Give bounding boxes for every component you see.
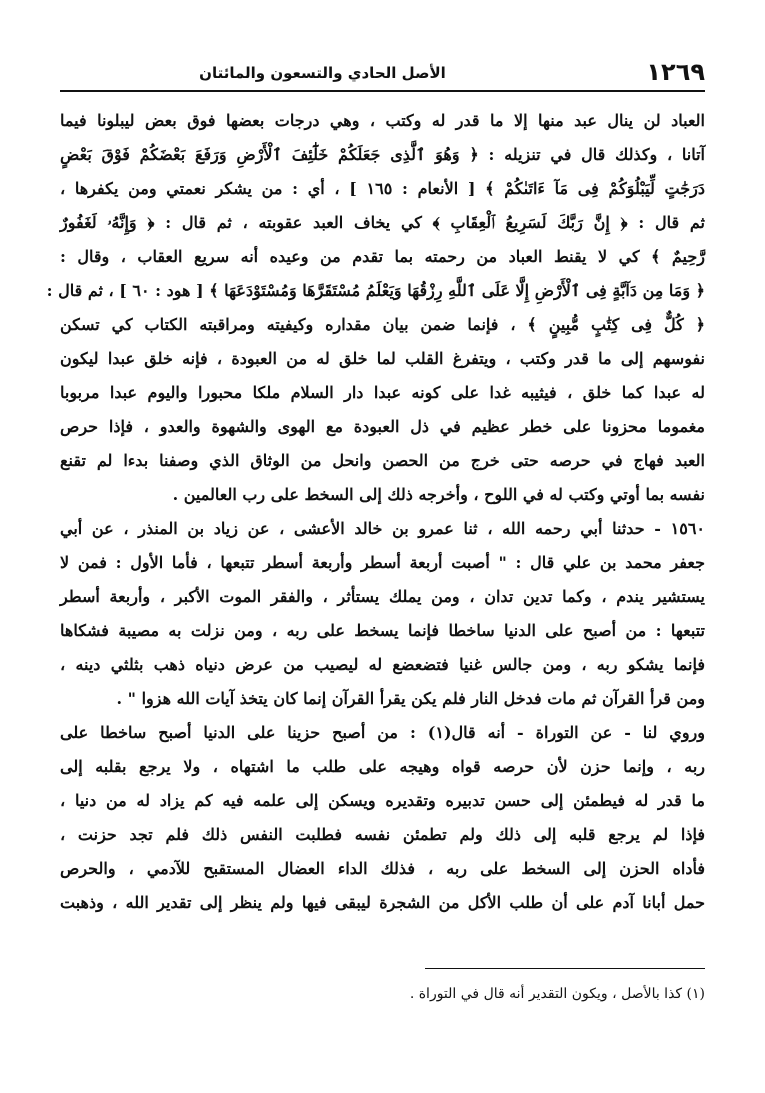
text-line: العباد لن ينال عبد منها إلا ما قدر له وكتب ، وهي درجات بعضها فوق بعض ليبلونا فيما — [60, 111, 705, 130]
text-line: جعفر محمد بن علي قال : " أصبت أربعة أسطر وأربعة أسطر تتبعها ، فأما الأول : فمن لا — [60, 553, 705, 572]
footnote-rule — [425, 968, 705, 969]
text-line: ما قدر له فيطمئن إلى حسن تدبيره وتقديره ويسكن إلى علمه فيه كم يزاد له من دنيا ، — [60, 791, 705, 810]
body-text — [46, 104, 706, 920]
header-rule — [60, 90, 705, 92]
text-line: رَّحِيمٌ ﴾ كي لا يقنط العباد من رحمته بما تقدم من وعيده أنه سريع العقاب ، وقال : — [60, 247, 706, 266]
text-line: ربه ، وإنما حزن لأن حرصه قواه وهيجه على طلب ما اشتهاه ، ولا يرجع بقلبه إلى — [60, 757, 705, 776]
text-line: فإنما يشكو ربه ، ومن جالس غنيا فتضعضع له ليصيب من عرض دنياه ذهب بثلثي دينه ، — [60, 655, 705, 674]
running-title: الأصل الحادي والتسعون والمائتان — [199, 64, 446, 82]
text-line: له عبدا كما خلق ، فيثيبه غدا على كونه عبدا دار السلام ملكا محبورا واليوم عبدا مربوبا — [60, 383, 705, 402]
text-line: ﴿ كُلٌّ فِى كِتَٰبٍ مُّبِينٍ ﴾ ، فإنما ضمن بيان مقداره وكيفيته ومراقبته الكتاب كي تسكن — [60, 315, 705, 334]
text-line: ثم قال : ﴿ إِنَّ رَبَّكَ لَسَرِيعُ ٱلْعِقَابِ ﴾ كي يخاف العبد عقوبته ، ثم قال : ﴿ وَإِنَّهُۥ لَغَفُورٌ — [60, 213, 705, 232]
text-line: يستشير يندم ، وكما تدين تدان ، ومن يملك يستأثر ، والفقر الموت الأكبر ، وأربعة أسطر — [60, 587, 705, 606]
text-line: نفسه بما أوتي وكتب له في اللوح ، وأخرجه ذلك إلى السخط على رب العالمين . — [172, 485, 705, 504]
text-line: دَرَجَٰتٍ لِّيَبْلُوَكُمْ فِى مَآ ءَاتَىٰكُمْ ﴾ [ الأنعام : ١٦٥ ] ، أي : من يشكر نعمتي ومن يكفرها ، — [60, 179, 706, 198]
text-line: ومن قرأ القرآن ثم مات فدخل النار فلم يكن يقرأ القرآن إنما كان يتخذ آيات الله هزوا " . — [116, 689, 705, 708]
text-line: فأداه الحزن إلى السخط على ربه ، فذلك الداء العضال المستقبح للآدمي ، والحرص — [60, 859, 705, 878]
hadith-line: ١٥٦٠ - حدثنا أبي رحمه الله ، ثنا عمرو بن خالد الأعشى ، عن زياد بن المنذر ، عن أبي — [60, 519, 706, 538]
text-line: مغموما محزونا على خطر عظيم في ذل العبودة مع الهوى والشهوة والعدو ، فإذا حرص — [60, 417, 705, 436]
text-line: العبد فهاج في حرصه حتى خرج من الحصن وانحل من الوثاق الذي وصفنا بدءا لم تقنع — [60, 451, 706, 470]
text-line: آتانا ، وكذلك قال في تنزيله : ﴿ وَهُوَ ٱلَّذِى جَعَلَكُمْ خَلَٰٓئِفَ ٱلْأَرْضِ وَرَفَعَ بَعْضَكُمْ فَوْقَ بَعْضٍ — [60, 145, 705, 164]
text-line: فإذا لم يرجع قلبه إلى ذلك ولم تطمئن نفسه فطلبت النفس ذلك فلم تجد حزنت ، — [60, 825, 705, 844]
text-line: ﴿ وَمَا مِن دَآبَّةٍ فِى ٱلْأَرْضِ إِلَّا عَلَى ٱللَّهِ رِزْقُهَا وَيَعْلَمُ مُسْتَقَرَّهَا وَمُسْتَوْدَعَهَا ﴾ [ هود : ٦٠ ] ، ثم قال : — [46, 281, 705, 300]
text-line: وروي لنا - عن التوراة - أنه قال(١) : من أصبح حزينا على الدنيا أصبح ساخطا على — [60, 723, 705, 742]
text-line: تتبعها : من أصبح على الدنيا ساخطا فإنما يسخط على ربه ، ومن نزلت به مصيبة فشكاها — [60, 621, 705, 640]
page-number: ١٢٦٩ — [646, 58, 705, 86]
page-header — [60, 58, 705, 88]
footnote: (١) كذا بالأصل ، ويكون التقدير أنه قال في التوراة . — [409, 986, 705, 1002]
text-line: حمل أبانا آدم على أن طلب الأكل من الشجرة ليبقى فيها ولم ينظر إلى تقدير الله ، وذهبت — [60, 893, 705, 912]
text-line: نفوسهم إلى ما قدر وكتب ، ويتفرغ القلب لما خلق له من العبودة ، فإنه خلق عبدا ليكون — [60, 349, 705, 368]
